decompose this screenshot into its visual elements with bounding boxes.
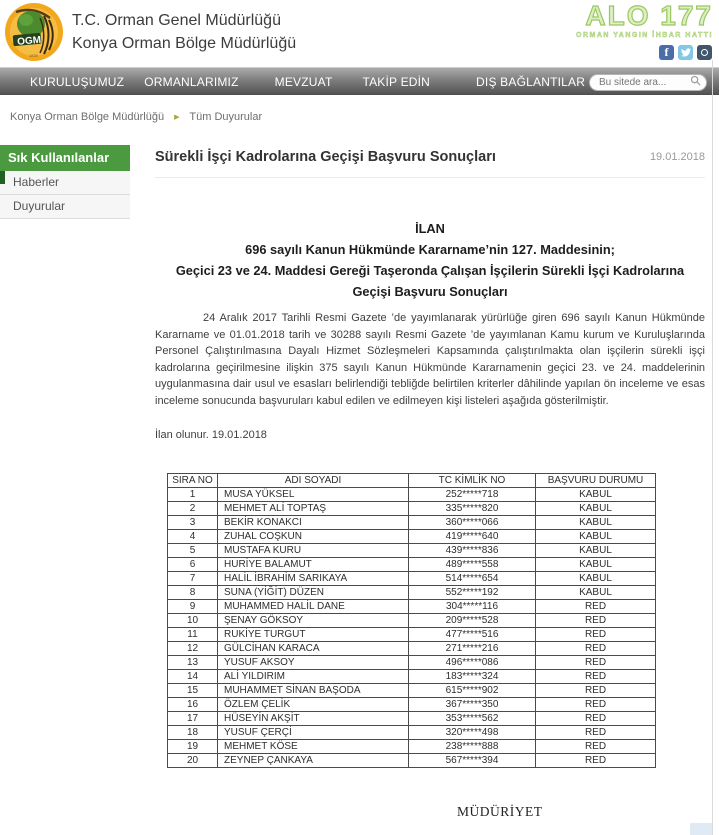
publish-date: 19.01.2018	[649, 151, 705, 163]
table-row	[168, 530, 656, 544]
cell-adi-soyadi: MEHMET KÖSE	[218, 740, 409, 754]
ogm-logo-emblem	[4, 2, 64, 62]
cell-sira-no: 17	[168, 712, 218, 726]
main-content	[130, 145, 719, 820]
table-row	[168, 572, 656, 586]
cell-sira-no: 12	[168, 642, 218, 656]
nav-item-dis-baglantilar[interactable]: DIŞ BAĞLANTILAR	[476, 74, 586, 89]
svg-text:OGM: OGM	[16, 34, 42, 48]
table-header-row	[168, 474, 656, 488]
cell-tc-kimlik: 320*****498	[409, 726, 536, 740]
cell-tc-kimlik: 514*****654	[409, 572, 536, 586]
cell-tc-kimlik: 439*****836	[409, 544, 536, 558]
cell-adi-soyadi: ZUHAL COŞKUN	[218, 530, 409, 544]
cell-basvuru-durumu: RED	[536, 614, 656, 628]
sidebar-accent	[0, 171, 5, 184]
search-icon[interactable]	[690, 75, 701, 86]
cell-sira-no: 14	[168, 670, 218, 684]
table-row	[168, 712, 656, 726]
cell-adi-soyadi: HURİYE BALAMUT	[218, 558, 409, 572]
cell-tc-kimlik: 567*****394	[409, 754, 536, 768]
title-row	[155, 145, 705, 178]
cell-sira-no: 19	[168, 740, 218, 754]
social-links	[659, 45, 712, 60]
cell-sira-no: 10	[168, 614, 218, 628]
table-row	[168, 628, 656, 642]
table-row	[168, 544, 656, 558]
cell-sira-no: 6	[168, 558, 218, 572]
cell-basvuru-durumu: RED	[536, 642, 656, 656]
cell-tc-kimlik: 271*****216	[409, 642, 536, 656]
nav-item-ormanlarimiz[interactable]: ORMANLARIMIZ	[144, 74, 239, 89]
site-search	[589, 72, 707, 91]
nav-item-mevzuat[interactable]: MEVZUAT	[274, 74, 333, 89]
page-title: Sürekli İşçi Kadrolarına Geçişi Başvuru Sonuçları	[155, 149, 496, 165]
announce-line: İlan olunur. 19.01.2018	[155, 429, 267, 441]
table-row	[168, 670, 656, 684]
cell-basvuru-durumu: RED	[536, 670, 656, 684]
notice-heading	[155, 218, 705, 302]
cell-adi-soyadi: HALİL İBRAHİM SARIKAYA	[218, 572, 409, 586]
cell-basvuru-durumu: KABUL	[536, 502, 656, 516]
nav-item-takip-edin[interactable]: TAKİP EDİN	[362, 74, 431, 89]
cell-adi-soyadi: SUNA (YİĞİT) DÜZEN	[218, 586, 409, 600]
cell-basvuru-durumu: RED	[536, 684, 656, 698]
cell-adi-soyadi: YUSUF ÇERÇİ	[218, 726, 409, 740]
cell-tc-kimlik: 496*****086	[409, 656, 536, 670]
signature-mudiriyet: MÜDÜRİYET	[457, 804, 543, 819]
cell-tc-kimlik: 353*****562	[409, 712, 536, 726]
cell-basvuru-durumu: RED	[536, 628, 656, 642]
cell-tc-kimlik: 367*****350	[409, 698, 536, 712]
cell-adi-soyadi: ZEYNEP ÇANKAYA	[218, 754, 409, 768]
sidebar-item-duyurular[interactable]: Duyurular	[0, 195, 130, 219]
cell-tc-kimlik: 209*****528	[409, 614, 536, 628]
cell-basvuru-durumu: RED	[536, 656, 656, 670]
cell-sira-no: 20	[168, 754, 218, 768]
results-table-body	[168, 488, 656, 768]
cell-tc-kimlik: 304*****116	[409, 600, 536, 614]
cell-basvuru-durumu: KABUL	[536, 572, 656, 586]
notice-line: Geçişi Başvuru Sonuçları	[352, 284, 508, 299]
table-row	[168, 698, 656, 712]
header-basvuru-durumu: BAŞVURU DURUMU	[536, 474, 656, 488]
cell-basvuru-durumu: RED	[536, 600, 656, 614]
alo-177-banner	[576, 2, 713, 39]
table-row	[168, 558, 656, 572]
header-sira-no: SIRA NO	[168, 474, 218, 488]
sidebar-item-haberler[interactable]: Haberler	[0, 171, 130, 195]
table-row	[168, 502, 656, 516]
cell-adi-soyadi: MUHAMMED HALİL DANE	[218, 600, 409, 614]
org-titles	[72, 9, 296, 55]
cell-adi-soyadi: BEKİR KONAKCI	[218, 516, 409, 530]
cell-tc-kimlik: 489*****558	[409, 558, 536, 572]
cell-sira-no: 4	[168, 530, 218, 544]
ogm-logo[interactable]	[4, 2, 64, 62]
cell-sira-no: 5	[168, 544, 218, 558]
cell-sira-no: 2	[168, 502, 218, 516]
table-row	[168, 586, 656, 600]
table-row	[168, 600, 656, 614]
svg-text:1839: 1839	[29, 53, 38, 58]
notice-line: Geçici 23 ve 24. Maddesi Gereği Taşeronda Çalışan İşçilerin Sürekli İşçi Kadrolarına	[175, 263, 685, 278]
table-row	[168, 754, 656, 768]
site-header	[0, 0, 719, 67]
cell-adi-soyadi: MUSA YÜKSEL	[218, 488, 409, 502]
table-row	[168, 656, 656, 670]
breadcrumb-arrow-icon: ▶	[174, 114, 180, 121]
cell-adi-soyadi: RUKİYE TURGUT	[218, 628, 409, 642]
sidebar-title: Sık Kullanılanlar	[0, 145, 130, 171]
table-row	[168, 740, 656, 754]
table-row	[168, 488, 656, 502]
cell-tc-kimlik: 335*****820	[409, 502, 536, 516]
notice-line: 696 sayılı Kanun Hükmünde Kararname’nin 127. Maddesinin;	[245, 242, 615, 257]
main-nav	[0, 67, 719, 95]
cell-adi-soyadi: GÜLCİHAN KARACA	[218, 642, 409, 656]
cell-tc-kimlik: 615*****902	[409, 684, 536, 698]
cell-tc-kimlik: 360*****066	[409, 516, 536, 530]
cell-sira-no: 1	[168, 488, 218, 502]
table-row	[168, 614, 656, 628]
cell-sira-no: 8	[168, 586, 218, 600]
cell-basvuru-durumu: KABUL	[536, 558, 656, 572]
cell-adi-soyadi: MUHAMMET SİNAN BAŞODA	[218, 684, 409, 698]
cell-basvuru-durumu: KABUL	[536, 586, 656, 600]
notice-paragraph: 24 Aralık 2017 Tarihli Resmi Gazete ’de yayımlanarak yürürlüğe giren 696 sayılı Kanun Hükmünde Kararname ve 01.01.2018 tarih ve 30288 sayılı Resmi Gazete ’de yayımlanan Kamu kurum ve Kuruluşlarında Personel Çalıştırılmasına Dayalı Hizmet Sözleşmeleri Kapsamında çalıştırılmakta olan işçilerin sürekli işçi kadrolarına geçirilmesine ilişkin 375 sayılı Kanun Hükmünde Kararnamenin geçici 23. ve 24. maddelerinin uygulanmasına dair usul ve esasları belirlendiği tebliğde belirtilen kriterler dâhilinde yapılan ön inceleme ve esas inceleme sonucunda başvuruları kabul edilen ve edilmeyen kişi listeleri aşağıda gösterilmiştir.	[155, 312, 705, 407]
cell-adi-soyadi: ALİ YILDIRIM	[218, 670, 409, 684]
org-title-line1: T.C. Orman Genel Müdürlüğü	[72, 12, 281, 29]
facebook-icon[interactable]: f	[659, 45, 674, 60]
results-table	[167, 473, 656, 768]
table-row	[168, 516, 656, 530]
cell-tc-kimlik: 183*****324	[409, 670, 536, 684]
cell-sira-no: 11	[168, 628, 218, 642]
cell-basvuru-durumu: KABUL	[536, 488, 656, 502]
alo-177-subtitle: ORMAN YANGIN İHBAR HATTI	[576, 32, 713, 39]
cell-adi-soyadi: MUSTAFA KURU	[218, 544, 409, 558]
header-adi-soyadi: ADI SOYADI	[218, 474, 409, 488]
cell-tc-kimlik: 419*****640	[409, 530, 536, 544]
table-row	[168, 726, 656, 740]
alo-177-title: ALO 177	[585, 0, 713, 31]
cell-tc-kimlik: 477*****516	[409, 628, 536, 642]
cell-adi-soyadi: ÖZLEM ÇELİK	[218, 698, 409, 712]
cell-sira-no: 9	[168, 600, 218, 614]
notice-title: İLAN	[415, 221, 445, 236]
cell-basvuru-durumu: KABUL	[536, 516, 656, 530]
cell-basvuru-durumu: RED	[536, 726, 656, 740]
cell-sira-no: 3	[168, 516, 218, 530]
cell-sira-no: 13	[168, 656, 218, 670]
nav-item-kurulusumuz[interactable]: KURULUŞUMUZ	[30, 74, 125, 89]
cell-basvuru-durumu: KABUL	[536, 544, 656, 558]
breadcrumb	[0, 95, 719, 145]
cell-sira-no: 18	[168, 726, 218, 740]
org-title-line2: Konya Orman Bölge Müdürlüğü	[72, 35, 297, 52]
header-tc-kimlik: TC KİMLİK NO	[409, 474, 536, 488]
cell-sira-no: 15	[168, 684, 218, 698]
breadcrumb-parent[interactable]: Konya Orman Bölge Müdürlüğü	[10, 111, 165, 123]
cell-adi-soyadi: HÜSEYİN AKŞİT	[218, 712, 409, 726]
cell-tc-kimlik: 252*****718	[409, 488, 536, 502]
cell-adi-soyadi: ŞENAY GÖKSOY	[218, 614, 409, 628]
cell-basvuru-durumu: KABUL	[536, 530, 656, 544]
scroll-corner-box[interactable]	[690, 823, 712, 835]
breadcrumb-current: Tüm Duyurular	[189, 111, 263, 123]
cell-basvuru-durumu: RED	[536, 698, 656, 712]
instagram-icon[interactable]	[697, 45, 712, 60]
cell-basvuru-durumu: RED	[536, 712, 656, 726]
cell-tc-kimlik: 552*****192	[409, 586, 536, 600]
table-row	[168, 684, 656, 698]
scrollbar-track[interactable]	[712, 60, 713, 835]
cell-tc-kimlik: 238*****888	[409, 740, 536, 754]
table-row	[168, 642, 656, 656]
twitter-icon[interactable]	[678, 45, 693, 60]
cell-adi-soyadi: MEHMET ALİ TOPTAŞ	[218, 502, 409, 516]
cell-sira-no: 16	[168, 698, 218, 712]
sidebar	[0, 145, 130, 219]
cell-basvuru-durumu: RED	[536, 754, 656, 768]
cell-adi-soyadi: YUSUF AKSOY	[218, 656, 409, 670]
cell-basvuru-durumu: RED	[536, 740, 656, 754]
cell-sira-no: 7	[168, 572, 218, 586]
